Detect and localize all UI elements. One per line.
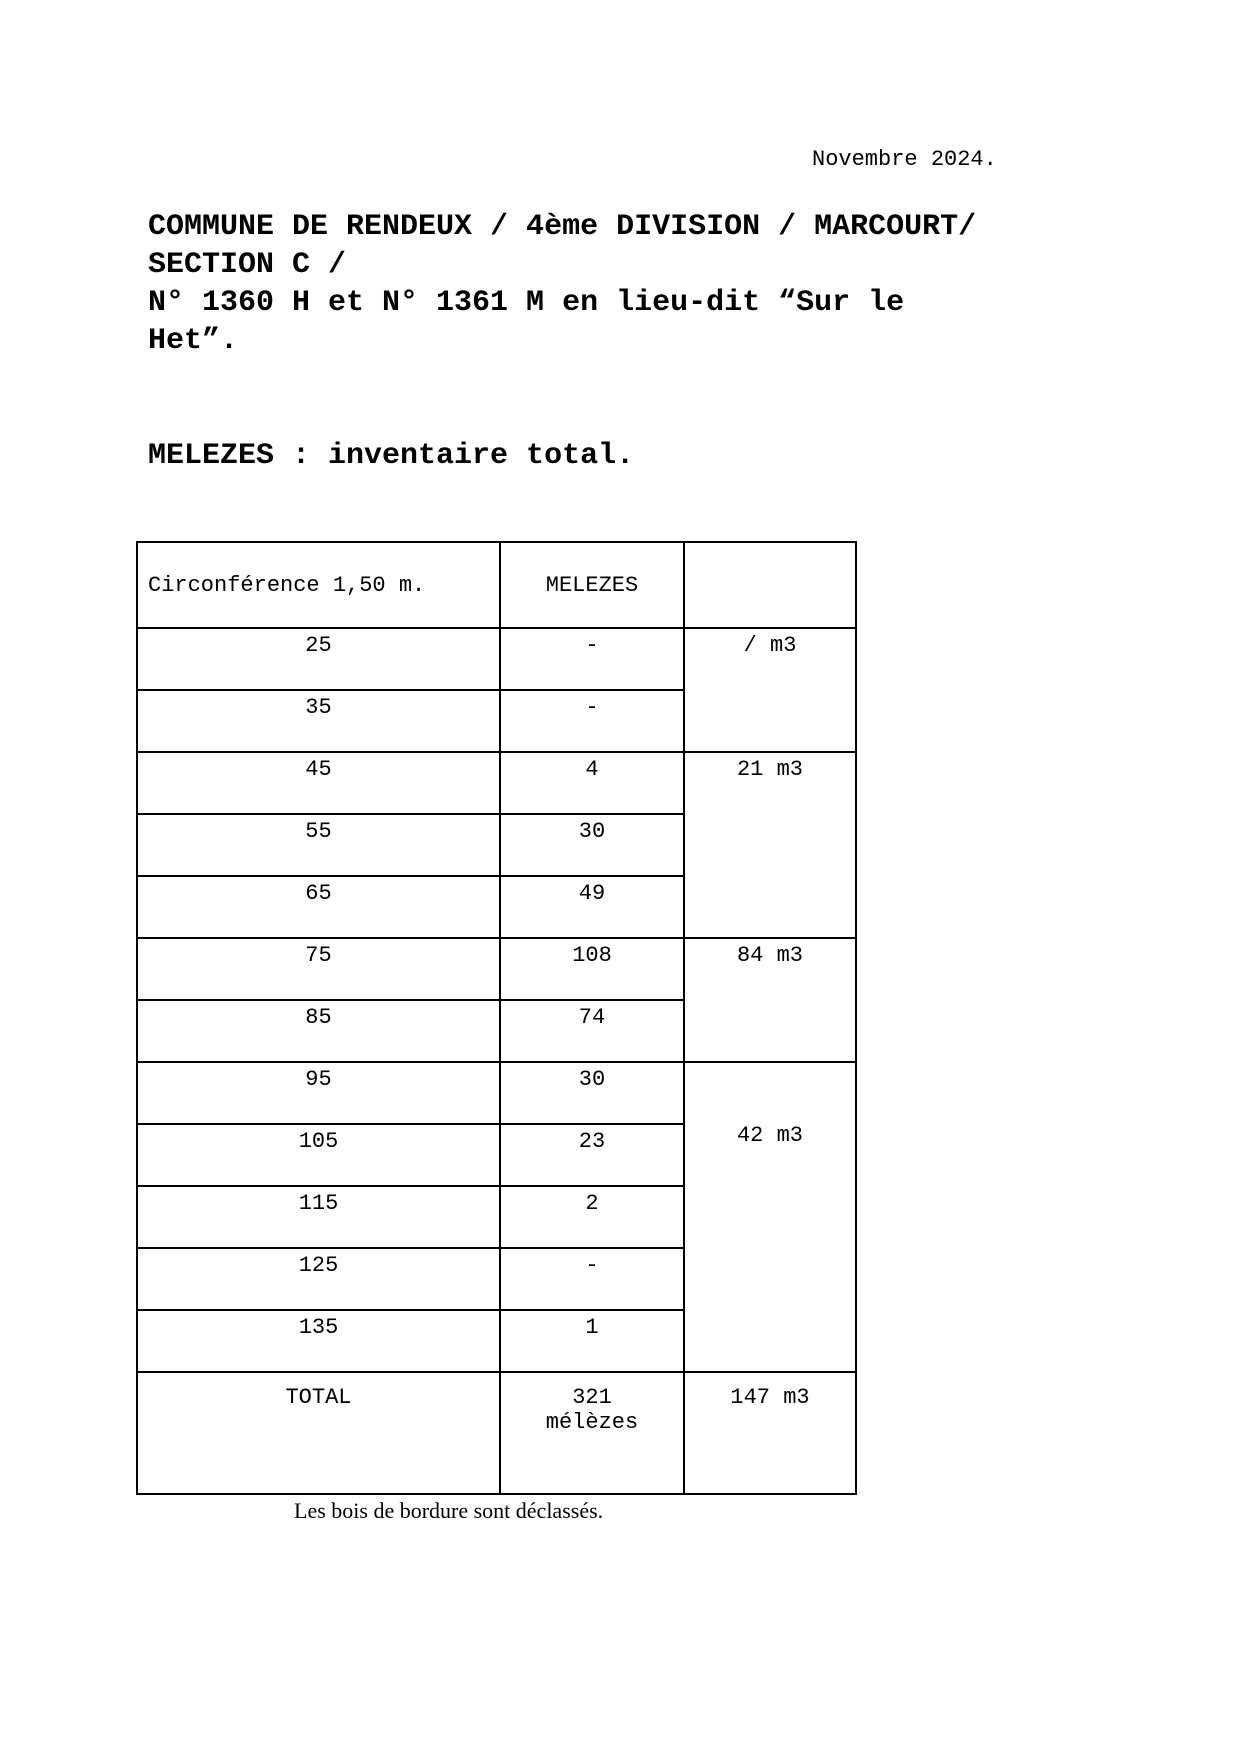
document-date: Novembre 2024.: [812, 147, 997, 172]
total-label: TOTAL: [137, 1372, 500, 1494]
footnote: Les bois de bordure sont déclassés.: [294, 1498, 604, 1523]
circumference-cell: 35: [137, 690, 500, 752]
count-cell: 4: [500, 752, 684, 814]
header-volume: [684, 542, 856, 628]
volume-cell: 21 m3: [684, 752, 856, 938]
count-cell: 30: [500, 814, 684, 876]
total-count: [500, 1372, 684, 1494]
total-count-number: 321: [572, 1385, 612, 1410]
count-cell: 23: [500, 1124, 684, 1186]
title-line: COMMUNE DE RENDEUX / 4ème DIVISION / MARCOURT/: [148, 210, 977, 244]
circumference-cell: 75: [137, 938, 500, 1000]
table-row: [137, 938, 856, 1000]
table-row: [137, 1062, 856, 1124]
circumference-cell: 95: [137, 1062, 500, 1124]
table-header-row: [137, 542, 856, 628]
volume-cell: 42 m3: [684, 1062, 856, 1372]
header-circumference: Circonférence 1,50 m.: [137, 542, 500, 628]
total-count-unit: mélèzes: [545, 1410, 639, 1435]
document-title: [148, 208, 1108, 360]
table-row: [137, 752, 856, 814]
volume-cell: 84 m3: [684, 938, 856, 1062]
count-cell: 1: [500, 1310, 684, 1372]
header-melezes: MELEZES: [500, 542, 684, 628]
circumference-cell: 55: [137, 814, 500, 876]
circumference-cell: 85: [137, 1000, 500, 1062]
count-cell: 2: [500, 1186, 684, 1248]
title-line: SECTION C /: [148, 248, 347, 282]
count-cell: 74: [500, 1000, 684, 1062]
table-row: [137, 628, 856, 690]
circumference-cell: 65: [137, 876, 500, 938]
count-cell: 30: [500, 1062, 684, 1124]
table-total-row: [137, 1372, 856, 1494]
circumference-cell: 25: [137, 628, 500, 690]
document-subtitle: MELEZES : inventaire total.: [148, 439, 635, 473]
count-cell: -: [500, 690, 684, 752]
count-cell: 108: [500, 938, 684, 1000]
count-cell: 49: [500, 876, 684, 938]
count-cell: -: [500, 1248, 684, 1310]
count-cell: -: [500, 628, 684, 690]
inventory-table: [136, 541, 857, 1495]
circumference-cell: 135: [137, 1310, 500, 1372]
volume-cell: / m3: [684, 628, 856, 752]
circumference-cell: 45: [137, 752, 500, 814]
total-volume: 147 m3: [684, 1372, 856, 1494]
title-line: Het”.: [148, 324, 239, 358]
circumference-cell: 105: [137, 1124, 500, 1186]
title-line: N° 1360 H et N° 1361 M en lieu-dit “Sur le: [148, 286, 905, 320]
circumference-cell: 125: [137, 1248, 500, 1310]
circumference-cell: 115: [137, 1186, 500, 1248]
